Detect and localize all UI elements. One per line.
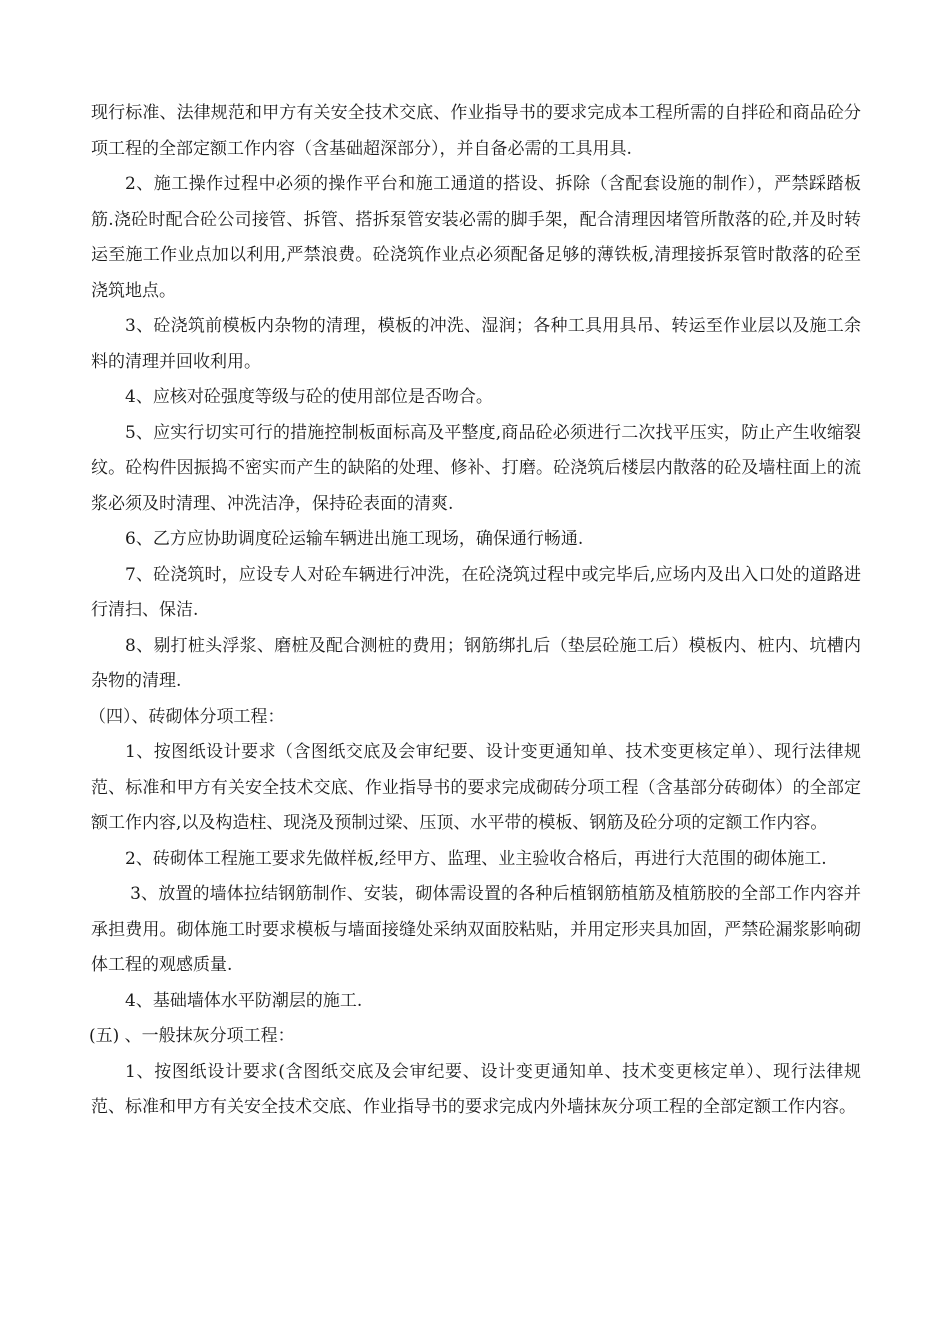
- paragraph-item-3: 3、砼浇筑前模板内杂物的清理，模板的冲洗、湿润；各种工具用具吊、转运至作业层以及施工余料的清理并回收利用。: [91, 316, 861, 372]
- paragraph-continuation: 现行标准、法律规范和甲方有关安全技术交底、作业指导书的要求完成本工程所需的自拌砼和商品砼分项工程的全部定额工作内容（含基础超深部分），并自备必需的工具用具.: [91, 103, 861, 159]
- paragraph-item-2: 2、施工操作过程中必须的操作平台和施工通道的搭设、拆除（含配套设施的制作），严禁踩踏板筋.浇砼时配合砼公司接管、拆管、搭拆泵管安装必需的脚手架，配合清理因堵管所散落的砼,并及时转运至施工作业点加以利用,严禁浪费。砼浇筑作业点必须配备足够的薄铁板,清理接拆泵管时散落的砼至浇筑地点。: [91, 174, 861, 301]
- section-heading-masonry: （四）、砖砌体分项工程：: [89, 706, 285, 727]
- paragraph-masonry-1: 1、按图纸设计要求（含图纸交底及会审纪要、设计变更通知单、技术变更核定单）、现行法律规范、标准和甲方有关安全技术交底、作业指导书的要求完成砌砖分项工程（含基部分砖砌体）的全部定额工作内容,以及构造柱、现浇及预制过梁、压顶、水平带的模板、钢筋及砼分项的定额工作内容。: [91, 742, 861, 833]
- paragraph-masonry-4: 4、基础墙体水平防潮层的施工.: [125, 990, 363, 1011]
- document-body: [91, 96, 861, 1126]
- paragraph-item-5: 5、应实行切实可行的措施控制板面标高及平整度,商品砼必须进行二次找平压实，防止产生收缩裂纹。砼构件因振捣不密实而产生的缺陷的处理、修补、打磨。砼浇筑后楼层内散落的砼及墙柱面上的流浆必须及时清理、冲洗洁净，保持砼表面的清爽.: [91, 422, 861, 514]
- paragraph-item-7: 7、砼浇筑时，应设专人对砼车辆进行冲洗，在砼浇筑过程中或完毕后,应场内及出入口处的道路进行清扫、保洁.: [91, 564, 861, 620]
- paragraph-item-4: 4、应核对砼强度等级与砼的使用部位是否吻合。: [125, 387, 493, 407]
- paragraph-item-6: 6、乙方应协助调度砼运输车辆进出施工现场，确保通行畅通.: [125, 529, 584, 549]
- paragraph-item-8: 8、剔打桩头浮浆、磨桩及配合测桩的费用；钢筋绑扎后（垫层砼施工后）模板内、桩内、坑槽内杂物的清理.: [91, 635, 861, 691]
- paragraph-masonry-3: 3、放置的墙体拉结钢筋制作、安装，砌体需设置的各种后植钢筋植筋及植筋胶的全部工作内容并承担费用。砌体施工时要求模板与墙面接缝处采纳双面胶粘贴，并用定形夹具加固，严禁砼漏浆影响砌体工程的观感质量.: [91, 884, 861, 975]
- paragraph-masonry-2: 2、砖砌体工程施工要求先做样板,经甲方、监理、业主验收合格后，再进行大范围的砌体施工.: [125, 848, 827, 869]
- paragraph-plastering-1: 1、按图纸设计要求(含图纸交底及会审纪要、设计变更通知单、技术变更核定单）、现行法律规范、标准和甲方有关安全技术交底、作业指导书的要求完成内外墙抹灰分项工程的全部定额工作内容。: [91, 1061, 861, 1117]
- section-heading-plastering: (五) 、一般抹灰分项工程：: [89, 1026, 295, 1046]
